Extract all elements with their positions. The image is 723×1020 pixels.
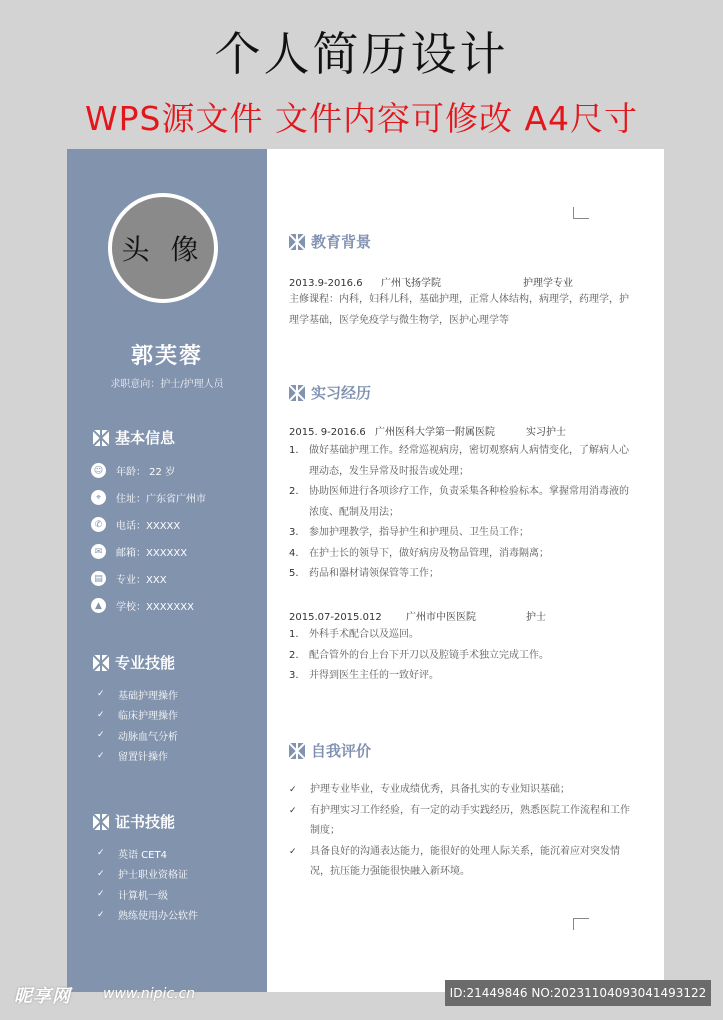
duty-item [289,482,634,523]
evaluation-item [289,842,634,883]
check-icon: ✓ [289,785,297,795]
evaluation-text: 具备良好的沟通表达能力，能很好的处理人际关系，能沉着应对突发情况，抗压能力强能很快融入新环境。 [310,845,620,877]
person-icon: ☺ [91,463,106,478]
section-bullet-icon [93,430,109,446]
duty-item [289,646,634,667]
info-row [91,592,206,619]
job-row [289,423,566,438]
info-row [91,484,206,511]
duty-text: 并得到医生主任的一致好评。 [309,670,439,681]
item-number: 2. [289,486,299,497]
section-bullet-icon [289,234,305,250]
list-item [97,725,178,746]
basic-info-list [91,457,206,619]
internship-title: 实习经历 [311,384,372,402]
list-item [97,843,198,864]
check-icon: ✓ [289,846,297,857]
duty-text: 做好基础护理工作。经常巡视病房，密切观察病人病情变化，了解病人心理动态，发生异常及时报告或处理； [309,445,629,477]
job-org: 广州医科大学第一附属医院 [375,427,495,438]
basic-info-heading [93,427,175,448]
corner-mark [573,918,589,930]
education-major: 护理学专业 [523,278,573,289]
job-period: 2015. 9-2016.6 [289,427,366,438]
info-row [91,565,206,592]
education-title: 教育背景 [311,233,372,251]
graduation-cap-icon: ▲ [91,598,106,613]
job-duties-list [289,625,634,687]
duty-item [289,666,634,687]
info-row [91,511,206,538]
job-role: 实习护士 [526,427,566,438]
internship-heading [289,382,371,403]
skills-title: 专业技能 [115,654,176,672]
check-icon: ✓ [97,709,105,720]
evaluation-text: 护理专业毕业，专业成绩优秀，具备扎实的专业知识基础； [310,784,570,795]
resume-page [67,149,664,992]
evaluation-item [289,801,634,842]
resume-sidebar [67,149,267,992]
duty-item [289,625,634,646]
skills-heading [93,652,175,673]
mail-icon: ✉ [91,544,106,559]
item-number: 5. [289,568,299,579]
item-number: 1. [289,445,299,456]
education-period: 2013.9-2016.6 [289,278,363,289]
avatar [108,193,218,303]
section-bullet-icon [289,385,305,401]
duty-text: 外科手术配合以及巡回。 [309,629,419,640]
list-item-label: 熟练使用办公软件 [118,911,198,923]
candidate-name: 郭芙蓉 [130,344,203,369]
certificates-list [97,843,198,925]
duty-item [289,441,634,482]
item-number: 2. [289,649,299,661]
resume-main [267,149,664,992]
duty-text: 在护士长的领导下，做好病房及物品管理，消毒隔离； [309,547,549,559]
job-duties-list [289,441,634,585]
education-heading [289,231,371,252]
job-role: 护士 [526,612,546,623]
job-row [289,608,546,623]
education-row [289,274,573,289]
check-icon: ✓ [97,689,105,700]
check-icon: ✓ [97,750,105,761]
list-item-label: 护士职业资格证 [118,870,188,882]
section-bullet-icon [93,655,109,671]
duty-text: 药品和器材请领保管等工作； [309,568,439,579]
item-number: 3. [289,670,299,681]
evaluation-item [289,780,634,801]
avatar-label: 头 像 [121,233,205,266]
duty-text: 配合管外的台上台下开刀以及腔镜手术独立完成工作。 [309,649,549,661]
info-row [91,457,206,484]
duty-text: 协助医师进行各项诊疗工作，负责采集各种检验标本。掌握常用消毒液的浓度、配制及用法； [309,486,629,518]
corner-mark [573,207,589,219]
certificates-title: 证书技能 [115,813,176,831]
check-icon: ✓ [97,889,105,900]
job-period: 2015.07-2015.012 [289,612,382,623]
watermark-url: www.nipic.cn [103,986,196,1002]
list-item [97,905,198,926]
list-item-label: 基础护理操作 [118,690,178,702]
check-icon: ✓ [97,909,105,920]
education-courses: 主修课程：内科，妇科儿科，基础护理，正常人体结构，病理学，药理学，护理学基础，医学免疫学与微生物学，医护心理学等 [289,294,629,326]
basic-info-title: 基本信息 [115,429,176,447]
item-number: 4. [289,547,299,559]
list-item-label: 临床护理操作 [118,711,178,723]
info-text: 年龄： 22 岁 [116,467,176,478]
list-item-label: 动脉血气分析 [118,731,178,743]
location-icon: ⌖ [91,490,106,505]
self-evaluation-list [289,780,634,883]
check-icon: ✓ [97,848,105,859]
book-icon: ▤ [91,571,106,586]
info-text: 专业：XXX [116,575,167,586]
evaluation-text: 有护理实习工作经验，有一定的动手实践经历，熟悉医院工作流程和工作制度； [310,804,630,836]
job-intent: 求职意向：护士/护理人员 [110,379,224,390]
check-icon: ✓ [289,805,297,816]
list-item [97,684,178,705]
info-text: 住址：广东省广州市 [116,494,206,505]
check-icon: ✓ [97,730,105,741]
check-icon: ✓ [97,868,105,879]
self-evaluation-title: 自我评价 [311,742,372,760]
self-evaluation-heading [289,740,371,761]
list-item [97,864,198,885]
info-text: 电话：XXXXX [116,521,181,532]
info-row [91,538,206,565]
list-item [97,705,178,726]
skills-list [97,684,178,766]
list-item [97,746,178,767]
list-item-label: 计算机一级 [118,890,168,902]
banner-subtitle: WPS源文件 文件内容可修改 A4尺寸 [84,99,639,138]
item-number: 3. [289,527,299,538]
watermark-logo: 昵享网 [14,986,71,1007]
info-text: 学校：XXXXXXX [116,602,194,613]
section-bullet-icon [289,743,305,759]
education-school: 广州飞扬学院 [381,278,441,289]
list-item-label: 留置针操作 [118,752,168,764]
duty-item [289,523,634,544]
duty-item [289,544,634,565]
watermark-id: ID:21449846 NO:20231104093041493122 [445,980,711,1006]
certificates-heading [93,811,175,832]
info-text: 邮箱：XXXXXX [116,548,188,559]
section-bullet-icon [93,814,109,830]
duty-item [289,564,634,585]
list-item [97,884,198,905]
job-org: 广州市中医医院 [406,612,476,623]
phone-icon: ✆ [91,517,106,532]
item-number: 1. [289,629,299,640]
list-item-label: 英语 CET4 [118,849,167,861]
banner-title: 个人简历设计 [214,27,509,81]
duty-text: 参加护理教学，指导护生和护理员、卫生员工作； [309,527,529,538]
